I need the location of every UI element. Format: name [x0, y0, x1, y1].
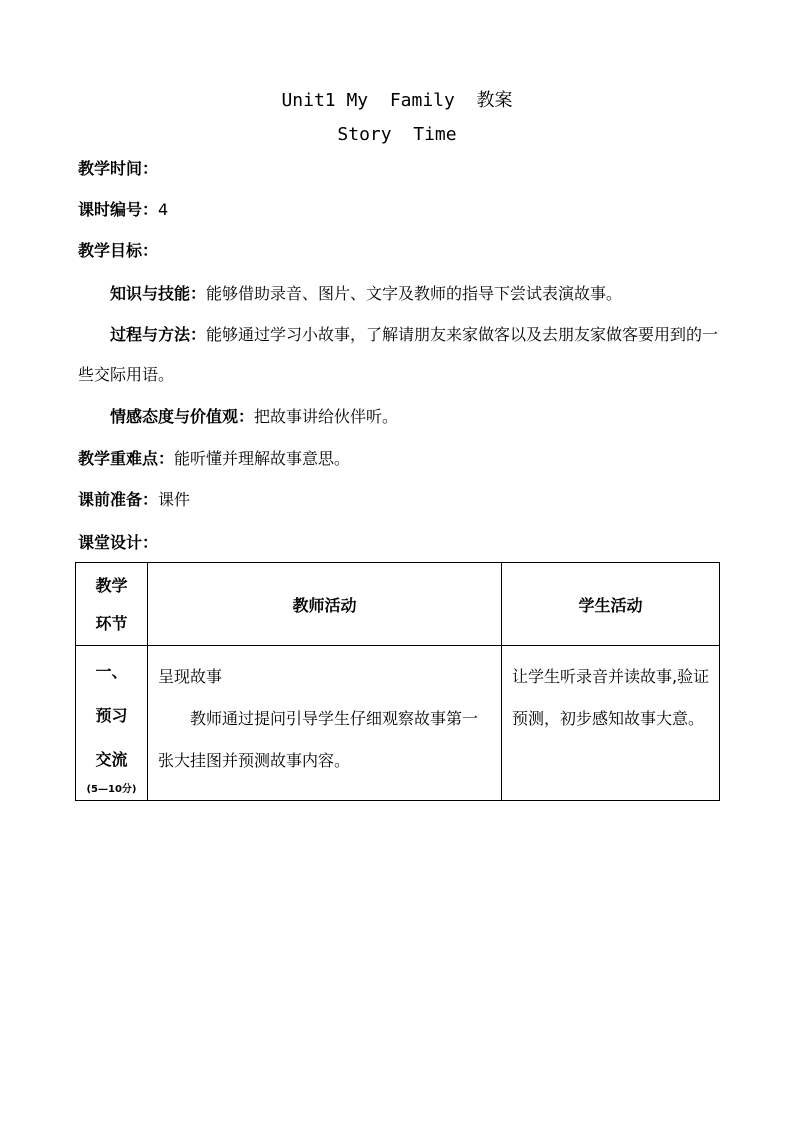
key-points-label: 教学重难点：: [78, 449, 175, 468]
teaching-time-label: 教学时间：: [78, 159, 159, 178]
preparation-label: 课前准备：: [78, 490, 159, 509]
header-stage-cell: [76, 563, 148, 646]
class-design-label: 课堂设计：: [78, 533, 159, 552]
lesson-number-label: 课时编号：: [78, 200, 159, 219]
teacher-activity-body: 教师通过提问引导学生仔细观察故事第一张大挂图并预测故事内容。: [158, 709, 479, 770]
table-row: [76, 646, 720, 801]
goal-process-text: 能够通过学习小故事，了解请朋友来家做客以及去朋友家做客要用到的一些交际用语。: [78, 325, 719, 384]
header-stage-line1: 教学: [95, 576, 128, 595]
header-stage-line2: 环节: [95, 614, 128, 633]
student-activity-cell: 让学生听录音并读故事,验证预测，初步感知故事大意。: [502, 646, 720, 801]
teaching-goals-label: 教学目标：: [78, 241, 159, 260]
header-teacher-cell: 教师活动: [148, 563, 502, 646]
goal-emotion-text: 把故事讲给伙伴听。: [254, 407, 399, 426]
goal-process: [78, 315, 720, 395]
teaching-goals-heading: [78, 240, 158, 262]
key-points-text: 能听懂并理解故事意思。: [174, 449, 351, 468]
document-title: Unit1 My Family 教案: [281, 90, 513, 111]
goal-knowledge: [110, 283, 622, 305]
teacher-activity-title: 呈现故事: [158, 667, 223, 686]
lesson-number-value: 4: [158, 200, 169, 219]
table-header-row: [76, 563, 720, 646]
stage-number: 一、: [95, 662, 128, 681]
stage-name-line2: 交流: [95, 750, 128, 769]
goal-emotion: [110, 406, 398, 428]
teaching-time-line: [78, 158, 158, 180]
header-student-cell: 学生活动: [502, 563, 720, 646]
preparation-text: 课件: [158, 490, 191, 509]
key-points-line: [78, 448, 350, 470]
lesson-number-line: [78, 199, 168, 221]
goal-knowledge-text: 能够借助录音、图片、文字及教师的指导下尝试表演故事。: [206, 284, 623, 303]
lesson-design-table: [75, 562, 720, 801]
goal-emotion-label: 情感态度与价值观：: [110, 407, 255, 426]
stage-duration: (5—10分): [86, 784, 137, 795]
class-design-heading: [78, 532, 158, 554]
document-subtitle: Story Time: [337, 124, 457, 145]
stage-name-line1: 预习: [95, 706, 128, 725]
goal-knowledge-label: 知识与技能：: [110, 284, 207, 303]
teacher-activity-cell: [148, 646, 502, 801]
goal-process-label: 过程与方法：: [110, 325, 207, 344]
stage-cell: [76, 646, 148, 801]
preparation-line: [78, 489, 190, 511]
